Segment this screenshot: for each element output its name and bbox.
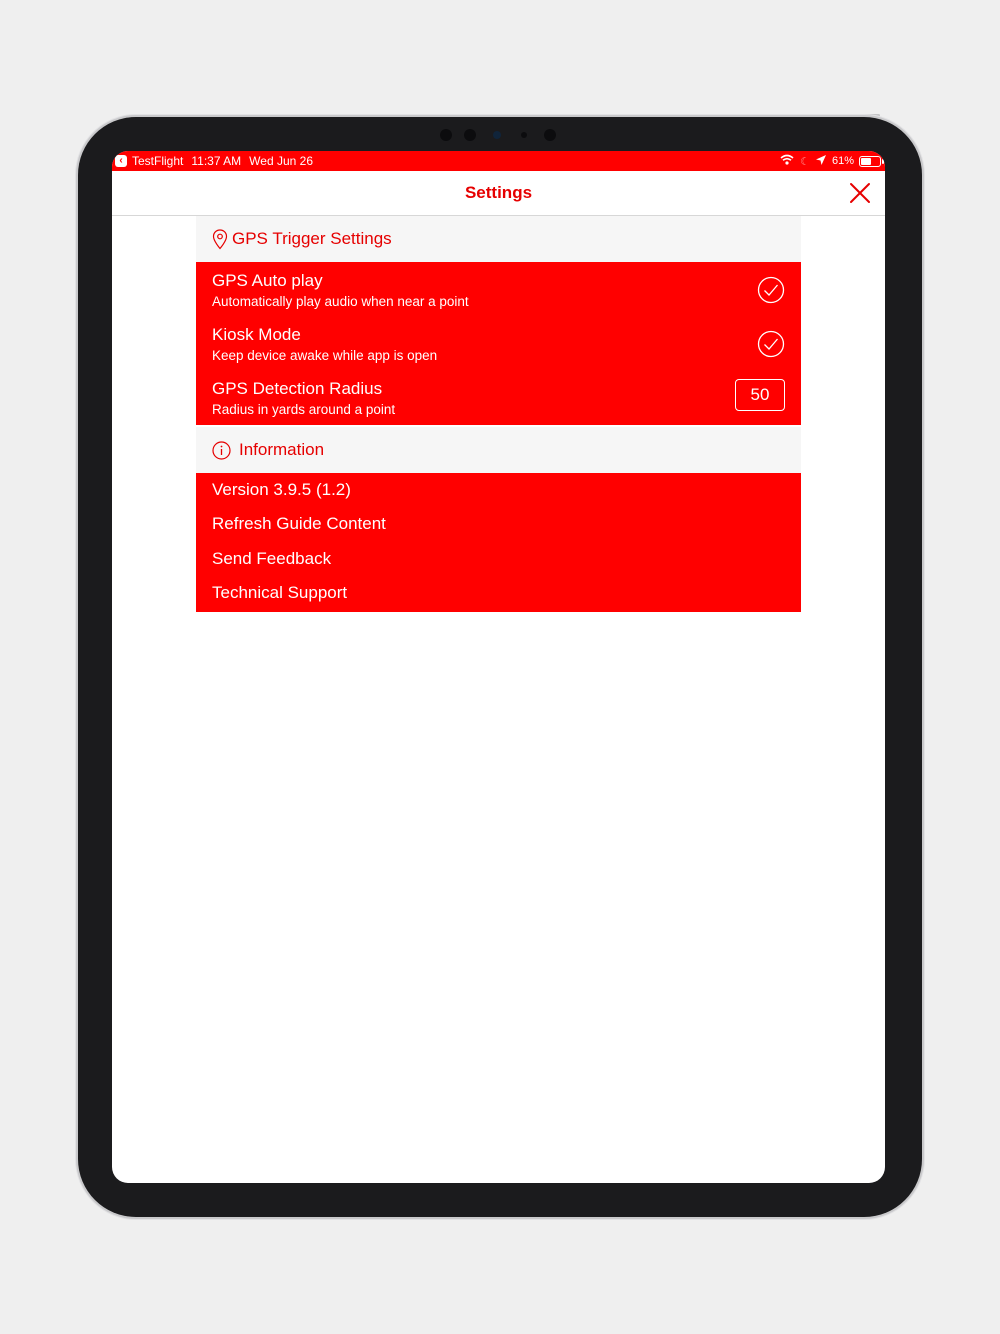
camera-sensor — [521, 132, 527, 138]
info-section-header — [196, 427, 801, 473]
info-section-title: Information — [239, 440, 325, 459]
information-section — [196, 427, 801, 612]
location-arrow-icon — [816, 155, 826, 168]
back-app-label[interactable]: TestFlight — [132, 154, 184, 168]
information-list — [196, 473, 801, 612]
app-screen — [112, 151, 885, 1183]
setting-description: Radius in yards around a point — [212, 402, 396, 417]
gps-settings-list — [196, 262, 801, 425]
battery-fill — [861, 158, 871, 165]
send-feedback-item[interactable]: Send Feedback — [212, 548, 332, 568]
battery-percent: 61% — [831, 155, 854, 167]
camera-housing — [430, 124, 570, 146]
close-icon — [849, 182, 871, 204]
setting-gps-detection-radius — [196, 370, 801, 425]
close-button[interactable] — [849, 182, 871, 204]
gps-section-title: GPS Trigger Settings — [232, 229, 392, 248]
radius-input[interactable] — [735, 379, 785, 411]
map-pin-icon — [212, 229, 228, 250]
gps-section-header — [196, 216, 801, 262]
setting-label: GPS Auto play — [212, 271, 323, 290]
setting-label: Kiosk Mode — [212, 325, 301, 344]
camera-sensor — [440, 129, 452, 141]
gps-settings-section — [196, 216, 801, 425]
setting-kiosk-mode[interactable] — [196, 316, 801, 370]
refresh-guide-content-item[interactable]: Refresh Guide Content — [212, 514, 386, 534]
status-bar-right — [774, 154, 881, 168]
moon-icon: ☾ — [800, 155, 810, 168]
status-time: 11:37 AM — [191, 154, 242, 168]
camera-sensor — [464, 129, 476, 141]
back-to-app-icon[interactable]: ‹ — [115, 155, 127, 167]
info-circle-icon — [212, 441, 231, 460]
status-bar — [112, 151, 885, 171]
wifi-icon — [780, 154, 794, 168]
camera-sensor — [544, 129, 556, 141]
camera-lens — [493, 131, 501, 139]
check-circle-icon[interactable] — [757, 330, 785, 358]
setting-description: Keep device awake while app is open — [212, 348, 438, 363]
setting-gps-auto-play[interactable] — [196, 262, 801, 316]
status-date: Wed Jun 26 — [249, 154, 313, 168]
technical-support-item[interactable]: Technical Support — [212, 582, 348, 602]
setting-description: Automatically play audio when near a point — [212, 294, 469, 309]
battery-icon — [859, 156, 881, 167]
check-circle-icon[interactable] — [757, 276, 785, 304]
nav-bar — [112, 171, 885, 216]
status-bar-left — [115, 154, 321, 168]
version-item: Version 3.9.5 (1.2) — [212, 480, 351, 500]
page-title: Settings — [464, 183, 533, 202]
setting-label: GPS Detection Radius — [212, 379, 383, 398]
